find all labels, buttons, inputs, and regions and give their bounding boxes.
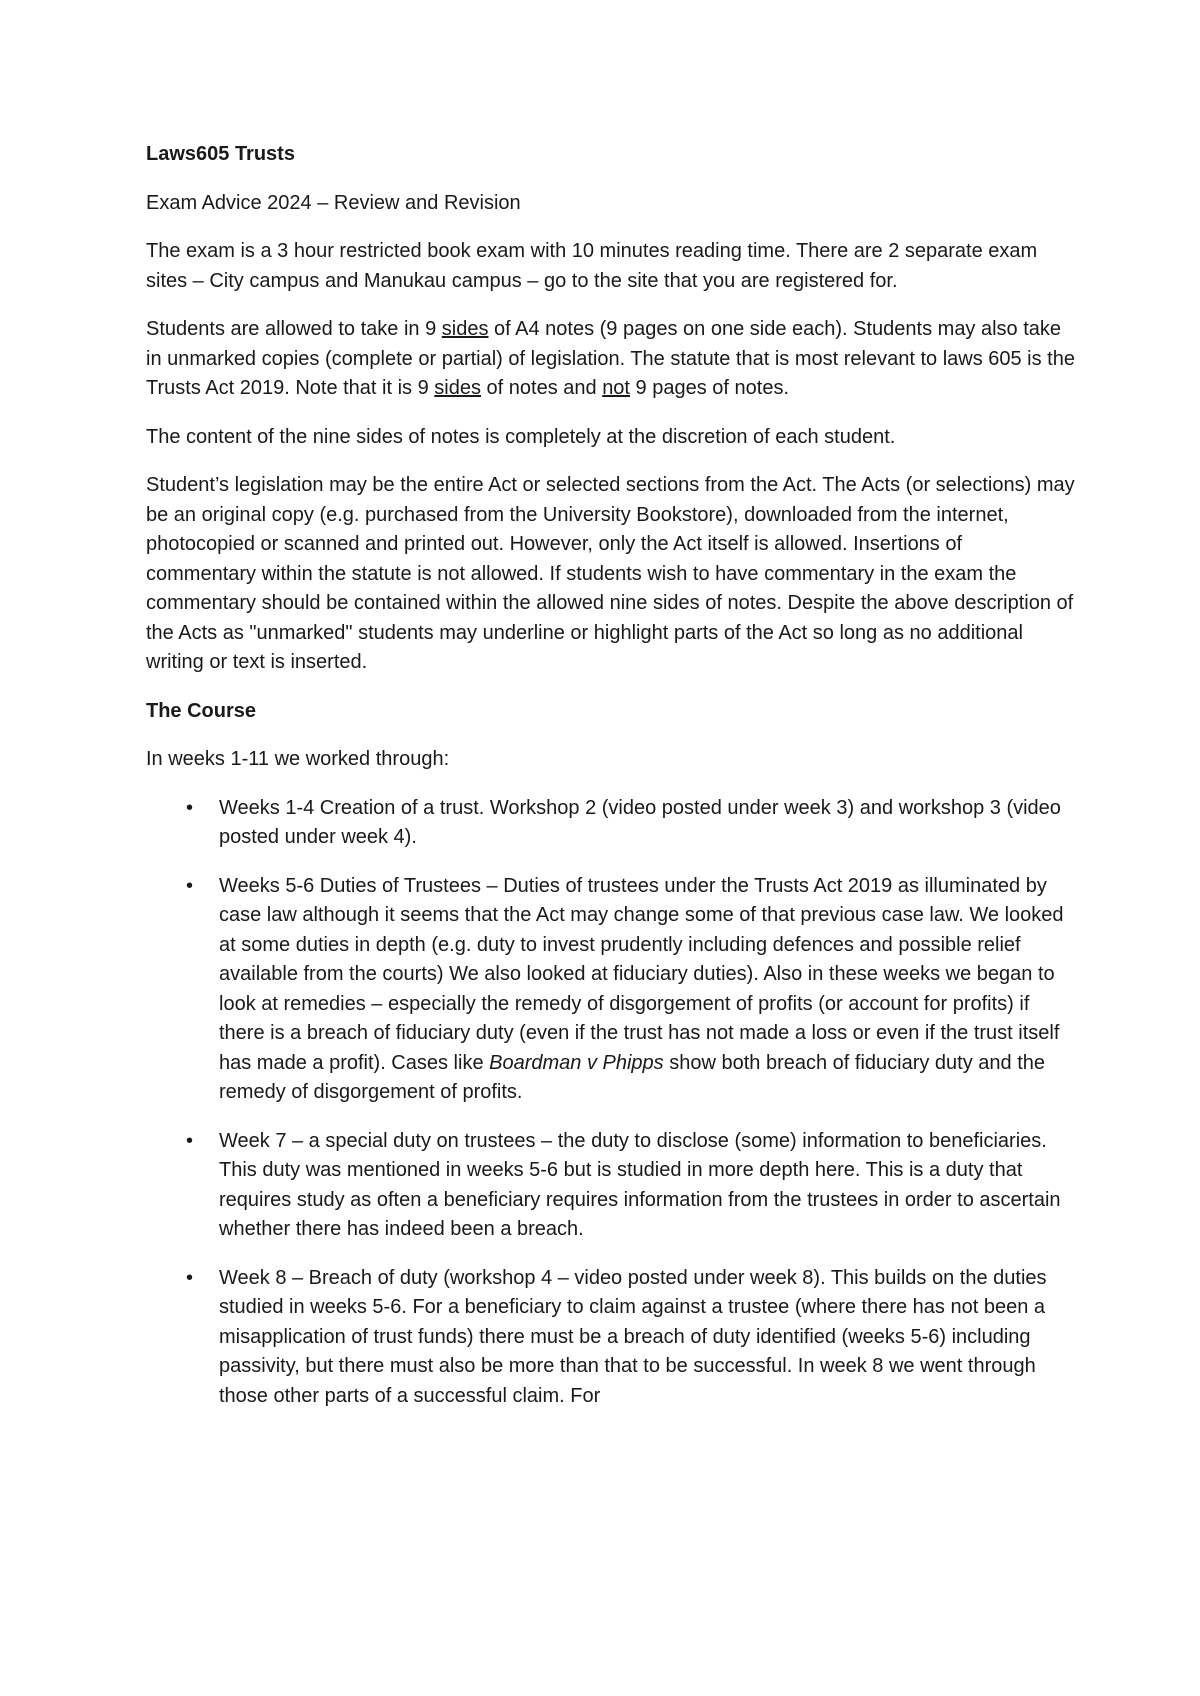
paragraph-exam-format: The exam is a 3 hour restricted book exam with 10 minutes reading time. There are 2 separate exam sites – City campus and Manukau campus – go to the site that you are registered for. [146,240,1038,292]
list-item-text: show both breach of fiduciary duty and the remedy of disgorgement of profits. [219,1051,1046,1103]
paragraph-notes-content: The content of the nine sides of notes is completely at the discretion of each student. [146,425,896,448]
document-subtitle: Exam Advice 2024 – Review and Revision [146,191,521,214]
course-intro: In weeks 1-11 we worked through: [146,748,450,770]
list-item-text: Week 7 – a special duty on trustees – the duty to disclose (some) information to beneficiaries. This duty was mentioned in weeks 5-6 but is studied in more depth here. This is a duty that requires study as often a beneficiary requires information from the trustees in order to ascertain whether there has indeed been a breach. [219,1129,1061,1240]
bullet-icon: • [186,796,194,819]
paragraph-notes-allowed [146,315,1076,404]
case-name: Boardman v Phipps [489,1051,664,1074]
underlined-not: not [602,377,630,399]
bullet-icon: • [186,1129,194,1152]
document-page [146,140,1076,1430]
document-title: Laws605 Trusts [146,143,295,165]
bullet-icon: • [186,874,194,897]
list-item [146,872,1076,1108]
text-segment: of notes and [480,377,603,399]
list-item [146,794,1076,853]
list-item-text: Weeks 5-6 Duties of Trustees – Duties of trustees under the Trusts Act 2019 as illuminated by case law although it seems that the Act may change some of that previous case law. We looked at some duties in depth (e.g. duty to invest prudently including defences and possible relief available from the courts) We also looked at fiduciary duties). Also in these weeks we began to look at remedies – especially the remedy of disgorgement of profits (or account for profits) if there is a breach of fiduciary duty (even if the trust has not made a loss or even if the trust itself has made a profit). Cases like [219,874,1064,1074]
underlined-sides: sides [441,318,489,340]
list-item-text: Weeks 1-4 Creation of a trust. Workshop 2 (video posted under week 3) and workshop 3 (video posted under week 4). [219,796,1061,848]
text-segment: 9 pages of notes. [630,377,790,399]
list-item [146,1264,1076,1412]
section-heading-course: The Course [146,699,257,722]
bullet-icon: • [186,1266,194,1289]
list-item-text: Week 8 – Breach of duty (workshop 4 – video posted under week 8). This builds on the duties studied in weeks 5-6. For a beneficiary to claim against a trustee (where there has not been a misapplication of trust funds) there must be a breach of duty identified (weeks 5-6) including passivity, but there must also be more than that to be successful. In week 8 we went through those other parts of a successful claim. For [219,1266,1047,1407]
paragraph-legislation-rules: Student’s legislation may be the entire Act or selected sections from the Act. The Acts (or selections) may be an original copy (e.g. purchased from the University Bookstore), downloaded from the internet, photocopied or scanned and printed out. However, only the Act itself is allowed. Insertions of commentary within the statute is not allowed. If students wish to have commentary in the exam the commentary should be contained within the allowed nine sides of notes. Despite the above description of the Acts as "unmarked" students may underline or highlight parts of the Act so long as no additional writing or text is inserted. [146,474,1075,673]
weeks-list [146,794,1076,1412]
text-segment: Students are allowed to take in 9 [146,318,442,340]
list-item [146,1127,1076,1245]
text-segment: of A4 notes (9 pages on one side each). Students may also take in unmarked copies (complete or partial) of legislation. The statute that is most relevant to laws 605 is the Trusts Act 2019. Note that it is 9 [146,318,1075,399]
underlined-sides: sides [434,377,481,399]
